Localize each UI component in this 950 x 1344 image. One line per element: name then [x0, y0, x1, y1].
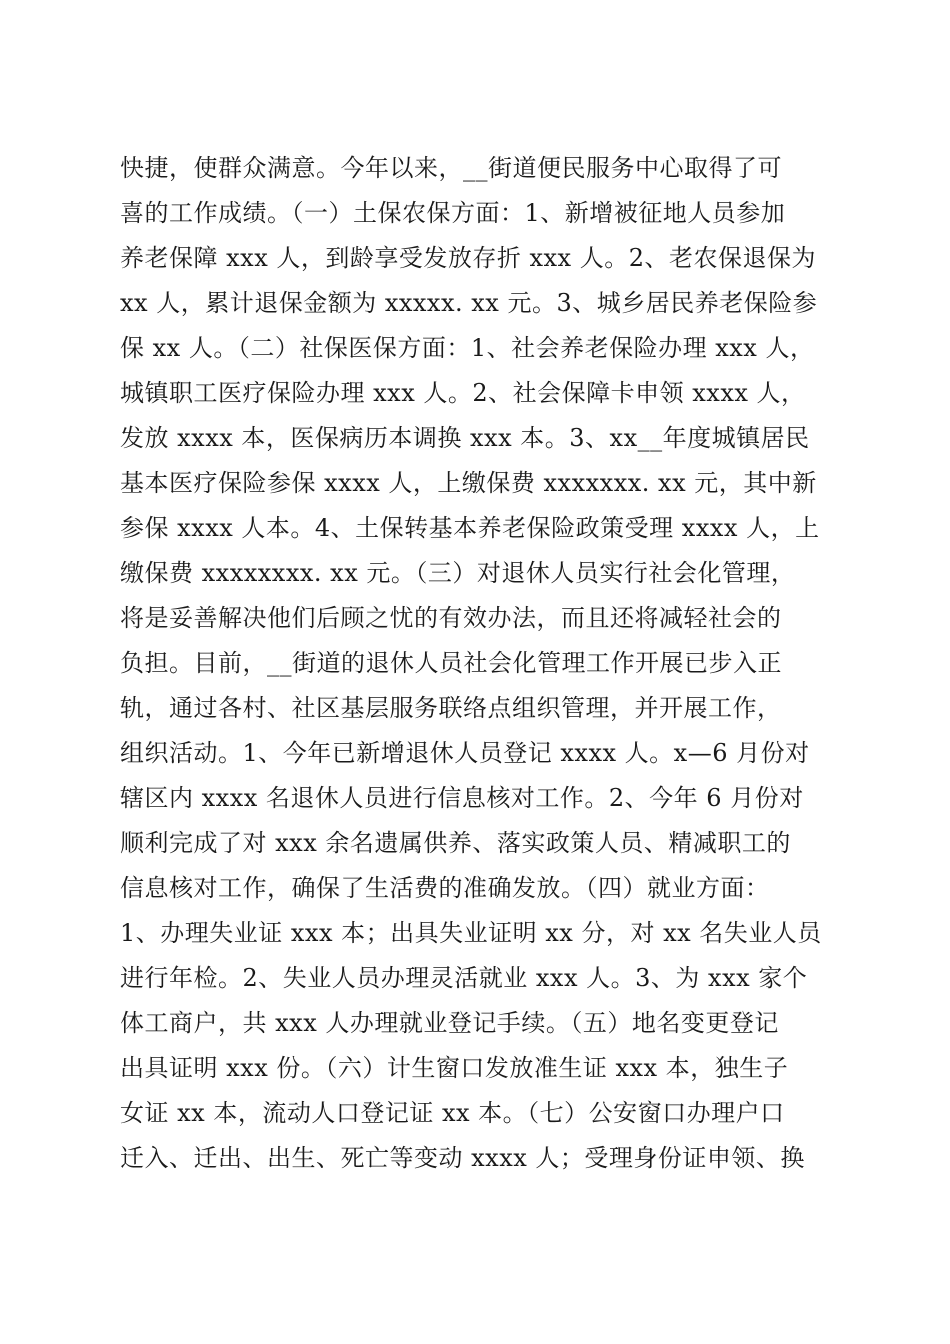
text-line: 将是妥善解决他们后顾之忧的有效办法，而且还将减轻社会的 [120, 604, 782, 632]
text-line: 1、办理失业证 xxx 本；出具失业证明 xx 分，对 xx 名失业人员 [120, 919, 822, 947]
text-line: 城镇职工医疗保险办理 xxx 人。2、社会保障卡申领 xxxx 人， [120, 379, 806, 407]
text-line: 辖区内 xxxx 名退休人员进行信息核对工作。2、今年 6 月份对 [120, 784, 804, 812]
text-line: 快捷，使群众满意。今年以来，__街道便民服务中心取得了可 [120, 154, 782, 182]
text-line: 顺利完成了对 xxx 余名遗属供养、落实政策人员、精减职工的 [120, 829, 791, 857]
body-text [120, 146, 840, 1181]
text-line: 迁入、迁出、出生、死亡等变动 xxxx 人；受理身份证申领、换 [120, 1144, 805, 1172]
text-line: 轨，通过各村、社区基层服务联络点组织管理，并开展工作， [120, 694, 782, 722]
text-line: xx 人，累计退保金额为 xxxxx. xx 元。3、城乡居民养老保险参 [120, 289, 818, 317]
text-line: 基本医疗保险参保 xxxx 人，上缴保费 xxxxxxx. xx 元，其中新 [120, 469, 817, 497]
text-line: 负担。目前，__街道的退休人员社会化管理工作开展已步入正 [120, 649, 782, 677]
text-line: 信息核对工作，确保了生活费的准确发放。（四）就业方面： [120, 874, 770, 902]
text-line: 体工商户，共 xxx 人办理就业登记手续。（五）地名变更登记 [120, 1009, 779, 1037]
text-line: 组织活动。1、今年已新增退休人员登记 xxxx 人。x—6 月份对 [120, 739, 810, 767]
text-line: 进行年检。2、失业人员办理灵活就业 xxx 人。3、为 xxx 家个 [120, 964, 808, 992]
text-line: 缴保费 xxxxxxxx. xx 元。（三）对退休人员实行社会化管理， [120, 559, 796, 587]
text-line: 出具证明 xxx 份。（六）计生窗口发放准生证 xxx 本，独生子 [120, 1054, 789, 1082]
text-line: 参保 xxxx 人本。4、土保转基本养老保险政策受理 xxxx 人，上 [120, 514, 820, 542]
text-line: 养老保障 xxx 人，到龄享受发放存折 xxx 人。2、老农保退保为 [120, 244, 816, 272]
text-line: 喜的工作成绩。（一）土保农保方面：1、新增被征地人员参加 [120, 199, 786, 227]
text-line: 发放 xxxx 本，医保病历本调换 xxx 本。3、xx__年度城镇居民 [120, 424, 810, 452]
text-line: 保 xx 人。（二）社保医保方面：1、社会养老保险办理 xxx 人， [120, 334, 815, 362]
text-line: 女证 xx 本，流动人口登记证 xx 本。（七）公安窗口办理户口 [120, 1099, 785, 1127]
